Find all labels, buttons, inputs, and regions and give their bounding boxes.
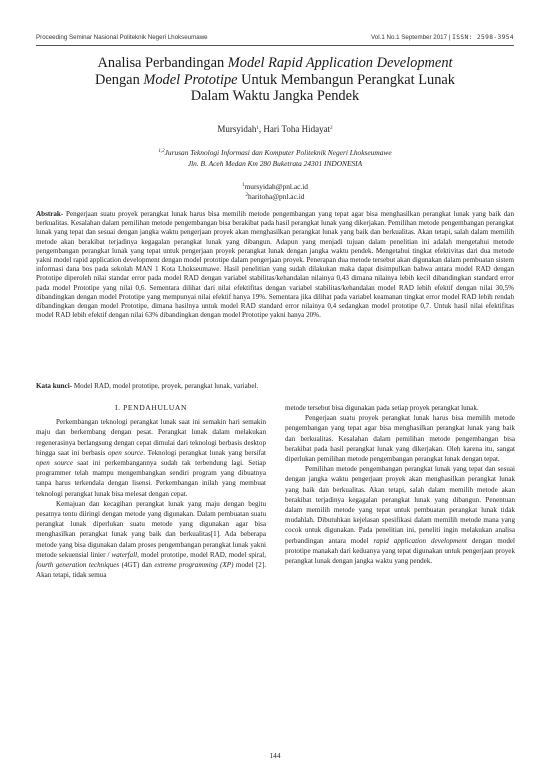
affiliation-text: Jurusan Teknologi Informasi dan Komputer Politeknik Negeri Lhokseumawe bbox=[164, 148, 392, 157]
volume-issn bbox=[371, 34, 514, 41]
title-line-1 bbox=[40, 55, 510, 72]
title-italic: Model Rapid Application Development bbox=[227, 55, 453, 71]
paragraph-italic: fourth generation techniques bbox=[36, 561, 120, 570]
paragraph-italic: extreme programming (XP) bbox=[154, 561, 234, 570]
affiliation-line-1 bbox=[40, 148, 510, 159]
page-number: 144 bbox=[269, 751, 281, 760]
intro-paragraph-2 bbox=[36, 499, 266, 581]
left-column bbox=[36, 403, 266, 580]
author-2: Hari Toha Hidayat bbox=[263, 124, 331, 134]
paragraph-text: , model prototipe, model RAD, model spiral, bbox=[137, 550, 266, 559]
paragraph-text: (4GT) dan bbox=[119, 561, 155, 570]
right-paragraph-0: metode tersebut bisa digunakan pada setiap proyek perangkat lunak. bbox=[285, 404, 479, 412]
email-1-sup: 1 bbox=[242, 183, 245, 188]
paper-title bbox=[40, 55, 510, 105]
affiliation-sup: 1,2 bbox=[158, 149, 165, 154]
abstract bbox=[36, 210, 514, 320]
paragraph-text: Perkembangan teknologi perangkat lunak saat ini semakin hari semakin maju dan berkembang dengan pesat. Perangkat lunak dalam melakukan regenerasinya berlangsung dengan cepat dimulai dari teknologi berbasis desktop hingga saat ini berbasis bbox=[36, 418, 266, 457]
abstract-label: Abstrak- bbox=[36, 210, 64, 218]
paragraph-text: saat ini perkembangannya sudah tak terbendung lagi. Setiap programmer telah mampu mengembangkan sendiri program yang dibuatnya tanpa harus terkendala dengan lisensi. Perkembangan inilah yang membuat teknologi perangkat lunak bisa melesat dengan cepat. bbox=[36, 459, 266, 498]
title-text: Analisa Perbandingan bbox=[97, 55, 228, 71]
authors bbox=[40, 124, 510, 134]
affiliation-line-2: Jln. B. Aceh Medan Km 280 Buketrata 24301 INDONESIA bbox=[187, 158, 363, 168]
paragraph-text: Pemilihan metode pengembangan perangkat lunak yang tepat dan sesuai dengan jangka waktu pengerjaan proyek akan menghasilkan perangkat lunak yang baik dan berkualitas. Akan tetapi, salah dalam memilih metode akan berakibat terjadinya kegagalan perangkat lunak yang dibangun. Penentuan dalam memilih metode yang tepat untuk pembuatan perangkat lunak tidak mudahlah. Dibutuhkan kejelasan spesifikasi dalam memilih metode mana yang cocok untuk digunakan. Pada penelitian ini, peneliti ingin melakukan analisa perbandingan antara model bbox=[285, 465, 515, 545]
keywords bbox=[36, 382, 514, 391]
paragraph-italic: open source bbox=[36, 459, 73, 468]
author-1-sup: 1 bbox=[256, 126, 259, 131]
right-column bbox=[285, 403, 515, 566]
email-1 bbox=[40, 182, 510, 192]
proceeding-name: Proceeding Seminar Nasional Politeknik Negeri Lhokseumawe bbox=[36, 34, 208, 41]
title-text: Untuk Membangun Perangkat Lunak bbox=[237, 71, 455, 88]
issn: ISSN: 2598-3954 bbox=[452, 34, 514, 41]
abstract-text: Pengerjaan suatu proyek perangkat lunak harus bisa memilih metode pengembangan yang tepat agar bisa menghasilkan perangkat lunak yang baik dan berkualitas. Kesalahan dalam pemilihan metode pengembangan bisa berakibat pada hasil perangkat lunak yang dikerjakan. Pemilihan metode pengembangan perangkat lunak yang tepat dan sesuai dengan jangka waktu pengerjaan proyek akan menghasilkan perangkat lunak yang baik dan berkualitas. Akan tetapi, salah dalam memilih metode akan berakibat terjadinya kegagalan perangkat lunak yang dibangun. Adapun yang menjadi tujuan dalam penelitian ini adalah mengetahui metode pengembangan perangkat lunak yang tepat untuk pengerjaan proyek perangkat lunak dengan jangka waktu pendek. Mengetahui tingkat efektivitas dari dua metode yakni model rapid application development dengan model prototipe dalam pengerjaan proyek. Penerapan dua metode tersebut akan digunakan dalam pembuatan sistem informasi dana bos pada sekolah MAN 1 Kota Lhokseumawe. Hasil penelitian yang sudah dilakukan maka dapat disimpulkan bahwa antara model RAD dengan Prototipe diperoleh nilai standar error pada model RAD dengan variabel stabilitas/kehandalan nilainya 0,43 dimana nilainya lebih kecil dibandingkan standard error pada model Prototipe yang nilai 0,6. Sementara dilihat dari nilai efektifitas dengan variabel stabilitas/kehandalan model RAD lebih efektif dengan nilai 30,5% dibandingkan dengan model Prototipe yang mempunyai nilai efektif hanya 19%. Sementara jika dilihat pada variabel keamanan tingkat error model RAD lebih rendah dibandingkan dengan model Prototipe, dimana hasilnya untuk model RAD standard error nilainya 0,4 sedangkan model prototipe 0,7. Untuk hasil nilai efektifitas model RAD lebih efektif dengan nilai 63% dibandingkan dengan model Prototipe yakni hanya 20%. bbox=[36, 210, 514, 320]
title-text: Dengan bbox=[95, 71, 144, 88]
email-2-text: haritoha@pnl.ac.id bbox=[248, 192, 305, 201]
author-1: Mursyidah bbox=[217, 124, 257, 134]
email-2 bbox=[40, 192, 510, 202]
right-paragraph-2 bbox=[285, 464, 515, 566]
paragraph-italic: waterfall bbox=[111, 550, 138, 559]
paragraph-text: dengan model prototipe manakah dari keduanya yang tepat digunakan untuk pengerjaan proyek perangkat lunak dengan jangka waktu yang pendek. bbox=[285, 536, 515, 566]
title-italic: Model Prototipe bbox=[143, 71, 238, 88]
intro-paragraph-1 bbox=[36, 417, 266, 499]
email-1-text: mursyidah@pnl.ac.id bbox=[244, 182, 308, 191]
right-paragraph-1: Pengerjaan suatu proyek perangkat lunak harus bisa memilih metode pengembangan yang tepat agar bisa menghasilkan perangkat lunak yang baik dan berkualitas. Kesalahan dalam pemilihan metode pengembangan bisa berakibat pada hasil perangkat lunak yang dikerjakan. Oleh karena itu, sangat diperlukan pemilihan metode pengembangan perangkat lunak dengan tepat. bbox=[285, 414, 515, 464]
keywords-label: Kata kunci- bbox=[36, 382, 73, 390]
title-line-3: Dalam Waktu Jangka Pendek bbox=[190, 88, 360, 105]
keywords-text: Model RAD, model prototipe, proyek, perangkat lunak, variabel. bbox=[72, 382, 259, 390]
paragraph-text: model [2]. Akan tetapi, tidak semua bbox=[36, 561, 266, 580]
header-rule bbox=[36, 45, 514, 46]
paragraph-italic: rapid application development bbox=[373, 536, 467, 545]
emails bbox=[40, 182, 510, 202]
paragraph-text: Kemajuan dan kecagihan perangkat lunak yang maju dengan begitu pesatnya tentu diiringi dengan metode yang digunakan. Dalam pembuatan suatu perangkat lunak diperlukan suatu metode yang digunakan agar bisa menghasilkan perangkat lunak yang baik dan berkualitas[1]. Ada beberapa metode yang bisa digunakan dalam proses pengembangan perangkat lunak yakni metode sekuensial linier / bbox=[36, 499, 266, 559]
header-separator: | bbox=[448, 34, 451, 41]
affiliation bbox=[40, 148, 510, 169]
title-line-2 bbox=[40, 72, 510, 89]
volume-info: Vol.1 No.1 September 2017 bbox=[371, 34, 448, 41]
paragraph-italic: open source bbox=[108, 448, 144, 457]
paragraph-text: . Teknologi perangkat lunak yang bersifat bbox=[143, 448, 266, 457]
section-heading: I. PENDAHULUAN bbox=[114, 403, 188, 412]
author-sep: , bbox=[258, 124, 264, 134]
author-2-sup: 2 bbox=[330, 126, 333, 131]
email-2-sup: 2 bbox=[245, 193, 248, 198]
